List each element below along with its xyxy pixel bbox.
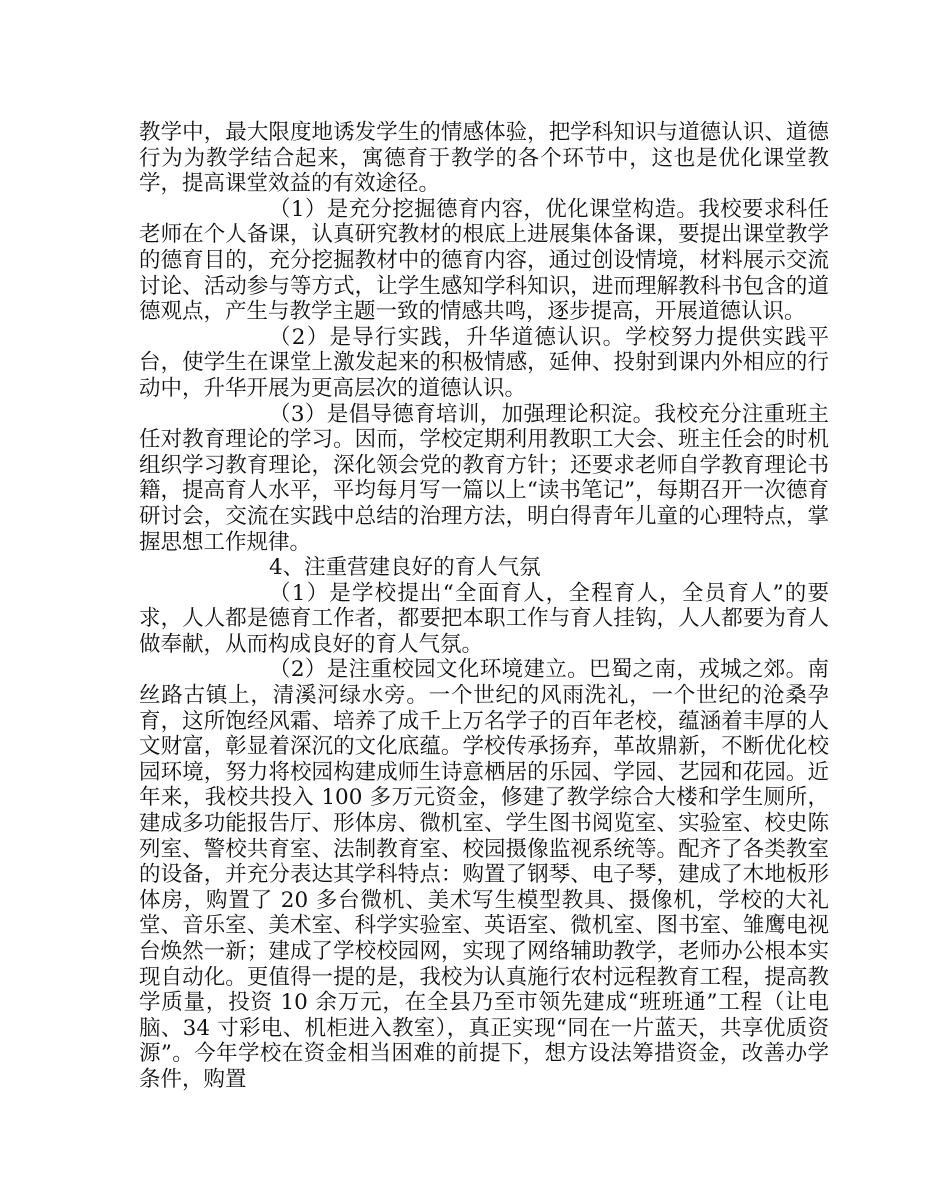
paragraph-item-2: （2）是导行实践，升华道德认识。学校努力提供实践平台，使学生在课堂上激发起来的积极情感，延伸、投射到课内外相应的行动中，升华开展为更高层次的道德认识。: [139, 324, 829, 401]
paragraph-item-4-2: （2）是注重校园文化环境建立。巴蜀之南，戎城之郊。南丝路古镇上，清溪河绿水旁。一个世纪的风雨洗礼，一个世纪的沧桑孕育，这所饱经风霜、培养了成千上万名学子的百年老校，蕴涵着丰厚的人文财富，彰显着深沉的文化底蕴。学校传承扬弃，革故鼎新，不断优化校园环境，努力将校园构建成师生诗意栖居的乐园、学园、艺园和花园。近年来，我校共投入 100 多万元资金，修建了教学综合大楼和学生厕所，建成多功能报告厅、形体房、微机室、学生图书阅览室、实验室、校史陈列室、警校共育室、法制教育室、校园摄像监视系统等。配齐了各类教室的设备，并充分表达其学科特点：购置了钢琴、电子琴，建成了木地板形体房，购置了 20 多台微机、美术写生模型教具、摄像机，学校的大礼堂、音乐室、美术室、科学实验室、英语室、微机室、图书室、雏鹰电视台焕然一新；建成了学校校园网，实现了网络辅助教学，老师办公根本实现自动化。更值得一提的是，我校为认真施行农村远程教育工程，提高教学质量，投资 10 余万元，在全县乃至市领先建成“班班通”工程（让电脑、34 寸彩电、机柜进入教室），真正实现“同在一片蓝天，共享优质资源”。今年学校在资金相当困难的前提下，想方设法筹措资金，改善办学条件，购置: [139, 657, 829, 1092]
paragraph-continuation: 教学中，最大限度地诱发学生的情感体验，把学科知识与道德认识、道德行为为教学结合起来，寓德育于教学的各个环节中，这也是优化课堂教学，提高课堂效益的有效途径。: [139, 120, 829, 197]
paragraph-item-1: （1）是充分挖掘德育内容，优化课堂构造。我校要求科任老师在个人备课，认真研究教材的根底上进展集体备课，要提出课堂教学的德育目的，充分挖掘教材中的德育内容，通过创设情境，材料展示交流讨论、活动参与等方式，让学生感知学科知识，进而理解教科书包含的道德观点，产生与教学主题一致的情感共鸣，逐步提高，开展道德认识。: [139, 196, 829, 325]
body-text: [139, 120, 829, 1093]
paragraph-item-4-1: （1）是学校提出“全面育人，全程育人，全员育人”的要求，人人都是德育工作者，都要把本职工作与育人挂钩，人人都要为育人做奉献，从而构成良好的育人气氛。: [139, 580, 829, 657]
section-heading-4: 4、注重营建良好的育人气氛: [269, 555, 541, 581]
paragraph-item-3: （3）是倡导德育培训，加强理论积淀。我校充分注重班主任对教育理论的学习。因而，学校定期利用教职工大会、班主任会的时机组织学习教育理论，深化领会党的教育方针；还要求老师自学教育理论书籍，提高育人水平，平均每月写一篇以上“读书笔记”，每期召开一次德育研讨会，交流在实践中总结的治理方法，明白得青年儿童的心理特点，掌握思想工作规律。: [139, 401, 829, 555]
